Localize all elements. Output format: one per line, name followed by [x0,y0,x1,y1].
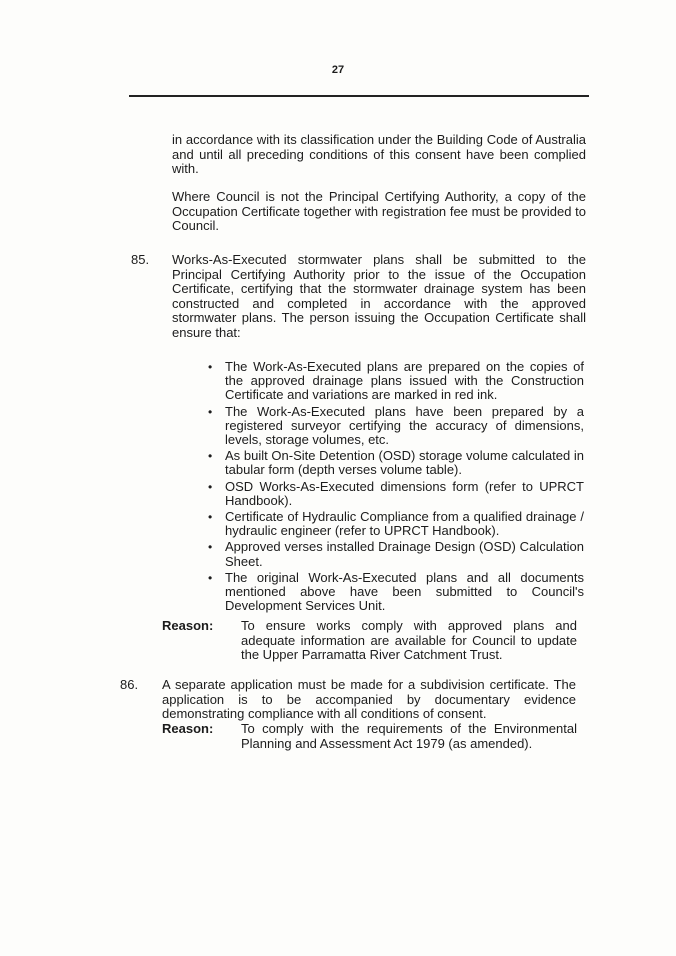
intro-paragraph-2: Where Council is not the Principal Certifying Authority, a copy of the Occupation Certificate together with registration fee must be provided to Council. [172,189,586,233]
bullet-icon: • [208,570,213,585]
page-number: 27 [331,64,345,76]
bullet-icon: • [208,540,213,555]
condition-85-reason-label: Reason: [162,618,214,633]
bullet-icon: • [208,510,213,525]
list-item: • The Work-As-Executed plans are prepared on the copies of the approved drainage plans issued with the Construction Certificate and variations are marked in red ink. [208,359,584,403]
bullet-icon: • [208,449,213,464]
list-item: • OSD Works-As-Executed dimensions form (refer to UPRCT Handbook). [208,478,584,508]
list-item: • The original Work-As-Executed plans and all documents mentioned above have been submitted to Council's Development Services Unit. [208,569,584,614]
header-rule [129,95,589,97]
list-item: • Certificate of Hydraulic Compliance from a qualified drainage / hydraulic engineer (refer to UPRCT Handbook). [208,509,584,539]
list-item: • The Work-As-Executed plans have been prepared by a registered surveyor certifying the accuracy of dimensions, levels, storage volumes, etc. [208,403,584,448]
condition-86-text: A separate application must be made for a subdivision certificate. The application is to be accompanied by documentary evidence demonstrating compliance with all conditions of consent. [162,677,576,721]
condition-85-text: Works-As-Executed stormwater plans shall be submitted to the Principal Certifying Authority prior to the issue of the Occupation Certificate, certifying that the stormwater drainage system has been constructed and completed in accordance with the approved stormwater plans. The person issuing the Occupation Certificate shall ensure that: [172,252,586,340]
condition-86-reason-text: To comply with the requirements of the Environmental Planning and Assessment Act 1979 (as amended). [241,721,577,751]
bullet-icon: • [208,360,213,374]
condition-86-number: 86. [120,677,139,692]
list-item: • As built On-Site Detention (OSD) storage volume calculated in tabular form (depth verses volume table). [208,448,584,478]
condition-85-bullet-list [208,360,584,615]
bullet-icon: • [208,479,213,494]
bullet-icon: • [208,404,213,419]
condition-85-reason-text: To ensure works comply with approved plans and adequate information are available for Council to update the Upper Parramatta River Catchment Trust. [241,618,577,662]
condition-85-number: 85. [131,252,150,267]
list-item: • Approved verses installed Drainage Design (OSD) Calculation Sheet. [208,539,584,569]
condition-86-reason-label: Reason: [162,721,214,736]
intro-paragraph-1: in accordance with its classification under the Building Code of Australia and until all preceding conditions of this consent have been complied with. [172,132,586,176]
